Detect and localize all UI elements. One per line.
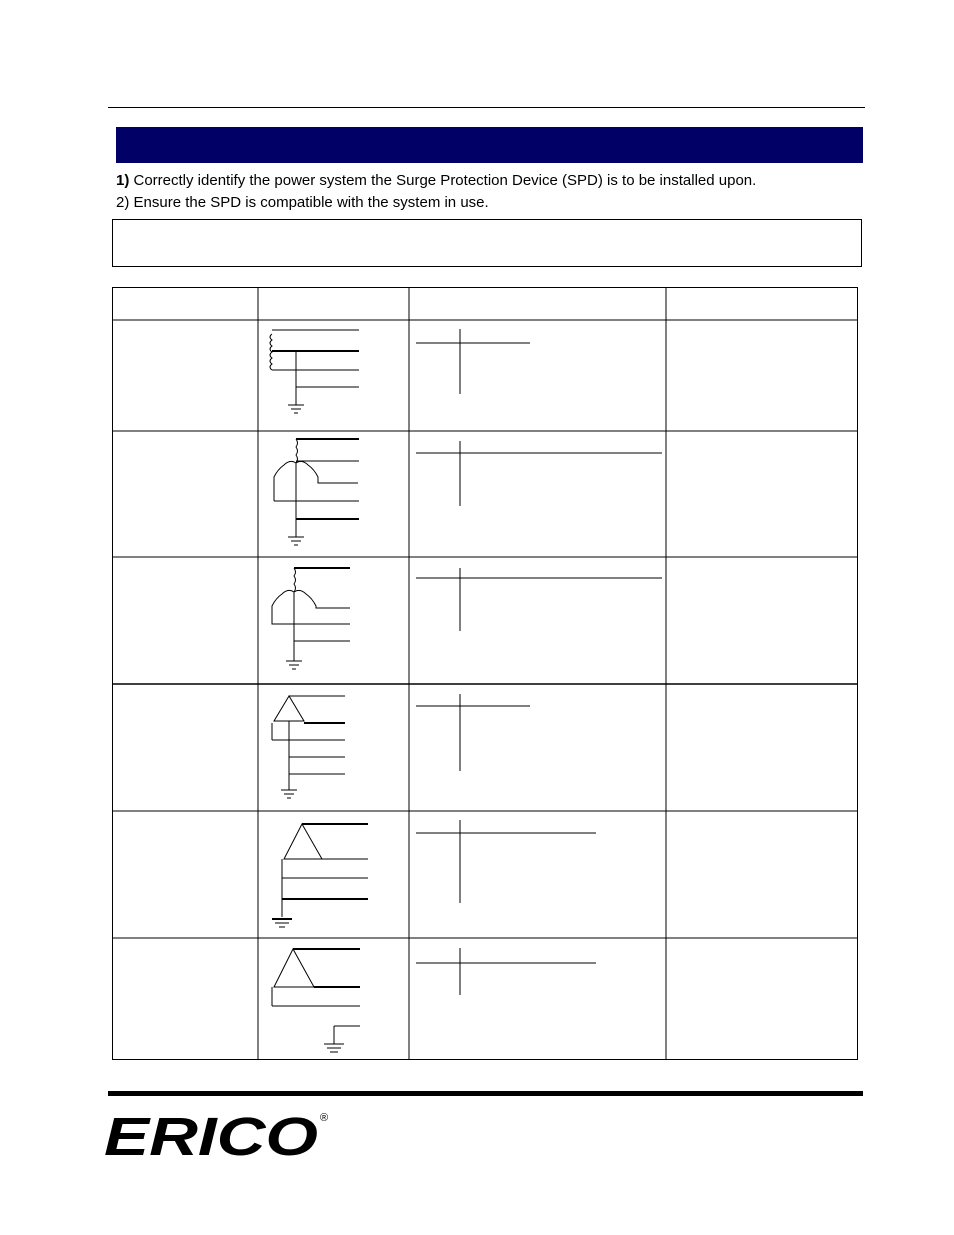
wye-coil-a — [294, 568, 296, 592]
table-border — [113, 288, 858, 1060]
spd-mark-4 — [416, 694, 530, 771]
registered-mark: ® — [320, 1112, 329, 1124]
delta-winding — [274, 696, 304, 721]
wye-coil-b — [272, 590, 350, 624]
footer-rule — [108, 1091, 863, 1096]
spd-mark-5 — [416, 820, 596, 903]
power-system-table — [112, 287, 860, 1063]
table-grid-lines — [112, 287, 858, 1060]
wye-coil-c — [296, 461, 358, 483]
delta-winding — [274, 949, 314, 987]
title-bar — [116, 127, 863, 163]
transformer-coil — [270, 334, 272, 370]
delta-winding — [284, 824, 322, 859]
spd-mark-6 — [416, 948, 596, 995]
wiring-diagram-4 — [272, 696, 345, 798]
instruction-2: 2) Ensure the SPD is compatible with the system in use. — [116, 194, 489, 211]
spd-mark-3 — [416, 568, 662, 631]
logo-wordmark: ERICO — [104, 1107, 318, 1163]
wiring-diagram-1 — [270, 330, 359, 413]
wiring-diagram-3 — [272, 568, 350, 669]
notice-box — [112, 219, 862, 267]
instruction-1: 1) Correctly identify the power system the Surge Protection Device (SPD) is to be installed upon. — [116, 172, 757, 189]
wye-coil-a — [296, 439, 298, 463]
wye-coil-c — [294, 590, 350, 608]
spd-mark-1 — [416, 329, 530, 394]
top-rule — [108, 107, 865, 108]
spd-mark-2 — [416, 441, 662, 506]
wye-coil-b — [274, 461, 296, 501]
wiring-diagram-6 — [272, 949, 360, 1052]
wiring-diagram-5 — [272, 824, 368, 927]
erico-logo — [104, 1107, 334, 1163]
wiring-diagram-2 — [274, 439, 359, 545]
